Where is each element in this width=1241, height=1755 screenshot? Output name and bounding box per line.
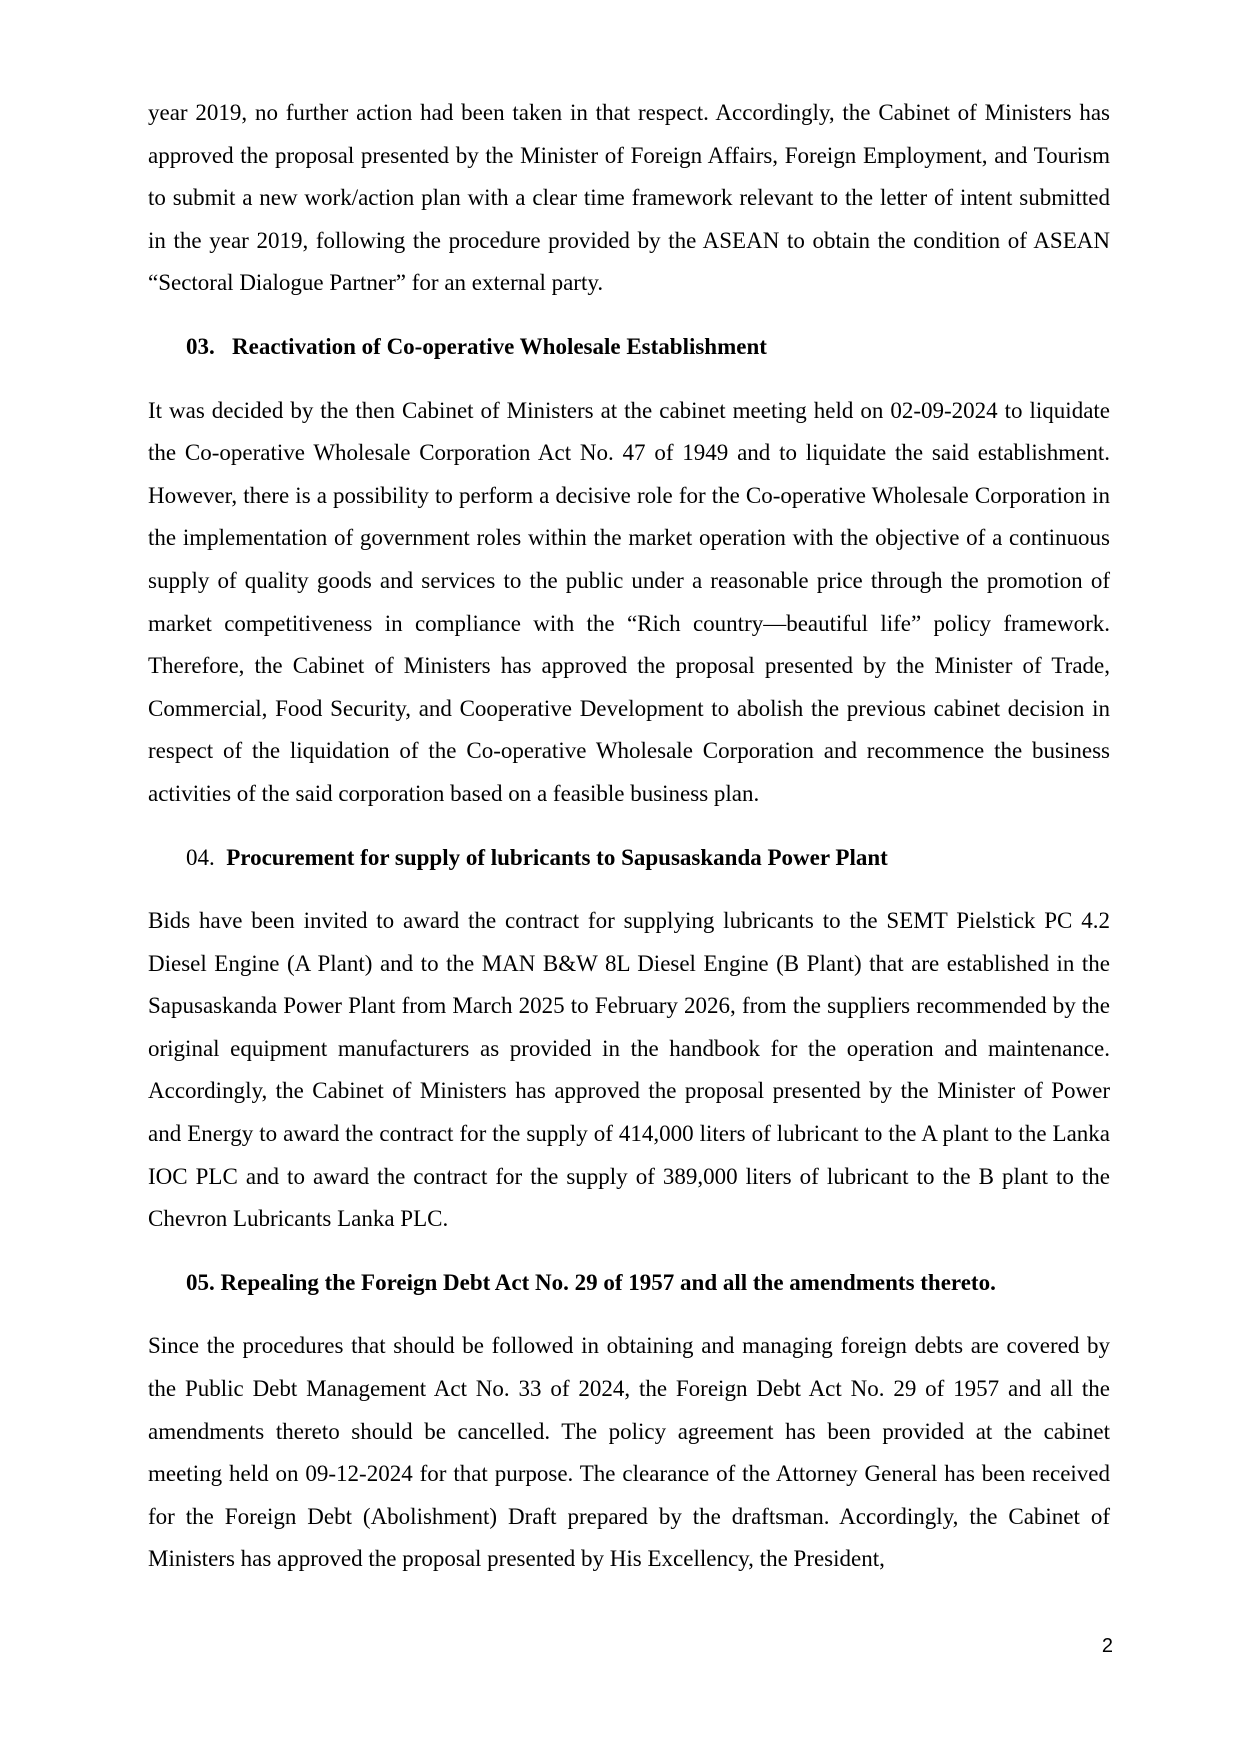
heading-item-05: 05. Repealing the Foreign Debt Act No. 29 of 1957 and all the amendments thereto. (186, 1269, 996, 1295)
page-number: 2 (1101, 1635, 1113, 1657)
paragraph-item-03: It was decided by the then Cabinet of Ministers at the cabinet meeting held on 02-09-2024 to liquidate the Co-operative Wholesale Corporation Act No. 47 of 1949 and to liquidate the said establishment. However, there is a possibility to perform a decisive role for the Co-operative Wholesale Corporation in the implementation of government roles within the market operation with the objective of a continuous supply of quality goods and services to the public under a reasonable price through the promotion of market competitiveness in compliance with the “Rich country—beautiful life” policy framework. Therefore, the Cabinet of Ministers has approved the proposal presented by the Minister of Trade, Commercial, Food Security, and Cooperative Development to abolish the previous cabinet decision in respect of the liquidation of the Co-operative Wholesale Corporation and recommence the business activities of the said corporation based on a feasible business plan. (148, 397, 1110, 806)
heading-item-03 (148, 326, 1110, 369)
heading-title: Procurement for supply of lubricants to Sapusaskanda Power Plant (226, 844, 888, 870)
heading-title: Reactivation of Co-operative Wholesale Establishment (232, 333, 767, 359)
heading-item-04 (148, 837, 1110, 880)
paragraph-item-04: Bids have been invited to award the contract for supplying lubricants to the SEMT Pielstick PC 4.2 Diesel Engine (A Plant) and to the MAN B&W 8L Diesel Engine (B Plant) that are established in the Sapusaskanda Power Plant from March 2025 to February 2026, from the suppliers recommended by the original equipment manufacturers as provided in the handbook for the operation and maintenance. Accordingly, the Cabinet of Ministers has approved the proposal presented by the Minister of Power and Energy to award the contract for the supply of 414,000 liters of lubricant to the A plant to the Lanka IOC PLC and to award the contract for the supply of 389,000 liters of lubricant to the B plant to the Chevron Lubricants Lanka PLC. (148, 908, 1110, 1232)
heading-number: 04. (186, 844, 215, 870)
heading-number: 03. (186, 333, 215, 359)
paragraph-item-05: Since the procedures that should be followed in obtaining and managing foreign debts are covered by the Public Debt Management Act No. 33 of 2024, the Foreign Debt Act No. 29 of 1957 and all the amendments thereto should be cancelled. The policy agreement has been provided at the cabinet meeting held on 09-12-2024 for that purpose. The clearance of the Attorney General has been received for the Foreign Debt (Abolishment) Draft prepared by the draftsman. Accordingly, the Cabinet of Ministers has approved the proposal presented by His Excellency, the President, (148, 1333, 1110, 1572)
paragraph-item-02-continued: year 2019, no further action had been taken in that respect. Accordingly, the Cabinet of Ministers has approved the proposal presented by the Minister of Foreign Affairs, Foreign Employment, and Tourism to submit a new work/action plan with a clear time framework relevant to the letter of intent submitted in the year 2019, following the procedure provided by the ASEAN to obtain the condition of ASEAN “Sectoral Dialogue Partner” for an external party. (148, 100, 1110, 296)
document-page (148, 92, 1110, 1581)
